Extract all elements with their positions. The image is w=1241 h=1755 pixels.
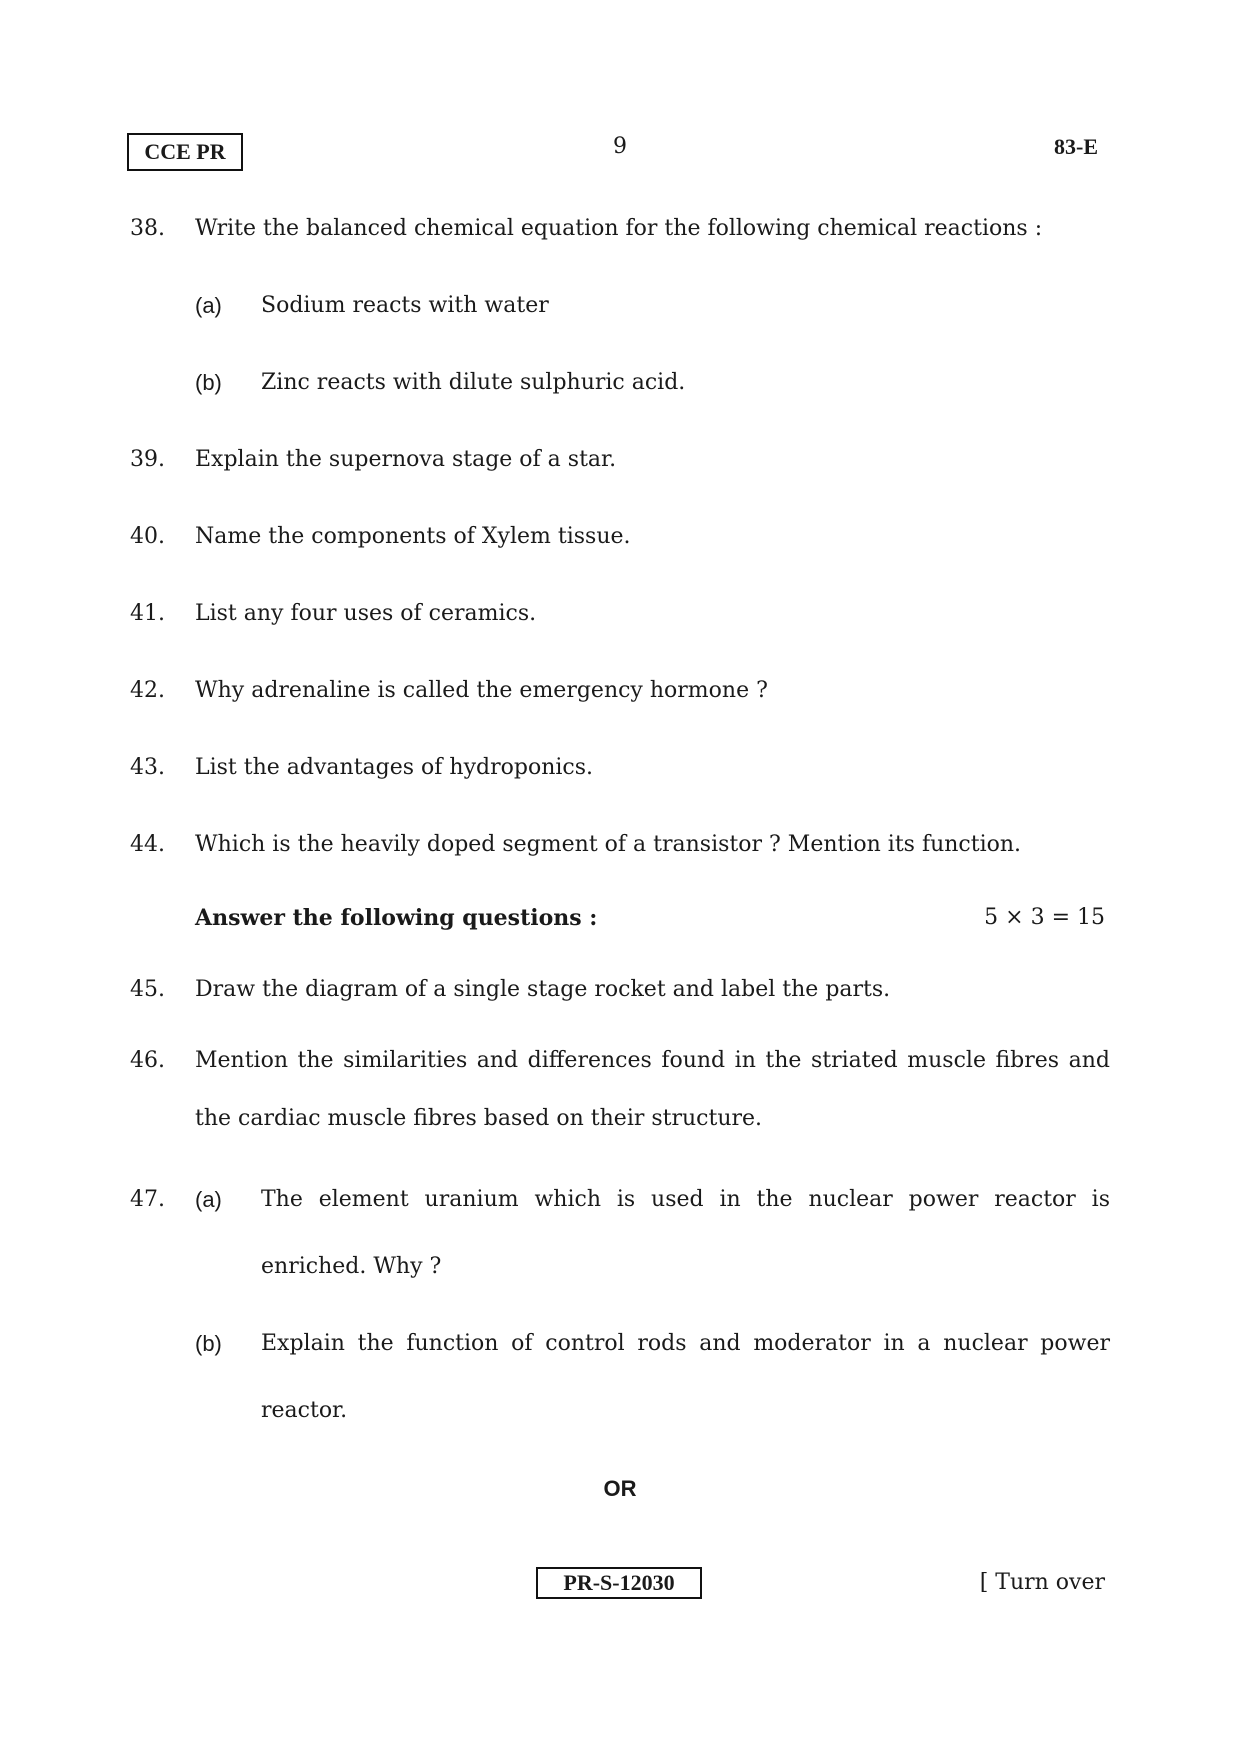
paper-code-box: CCE PR: [127, 133, 243, 171]
page-number: 9: [613, 134, 627, 159]
turn-over-note: [ Turn over: [979, 1570, 1105, 1595]
question-text: Mention the similarities and differences found in the striated muscle fibres and: [195, 1048, 1110, 1073]
sub-part-label: (a): [195, 293, 222, 318]
question-text: Why adrenaline is called the emergency hormone ?: [195, 678, 768, 703]
question-number: 38.: [130, 216, 165, 241]
sub-part-label: (b): [195, 1331, 222, 1356]
question-text: Explain the supernova stage of a star.: [195, 447, 617, 472]
question-number: 40.: [130, 524, 165, 549]
question-text: Name the components of Xylem tissue.: [195, 524, 631, 549]
question-number: 39.: [130, 447, 165, 472]
sub-part-label: (b): [195, 370, 222, 395]
sub-part-text: Explain the function of control rods and moderator in a nuclear power: [261, 1331, 1110, 1356]
question-number: 46.: [130, 1048, 165, 1073]
section-heading: Answer the following questions :: [195, 905, 598, 931]
footer-code-box: PR-S-12030: [536, 1567, 702, 1599]
sub-part-label: (a): [195, 1187, 222, 1212]
sub-part-text: Sodium reacts with water: [261, 293, 549, 318]
section-marks: 5 × 3 = 15: [984, 905, 1105, 930]
question-number: 43.: [130, 755, 165, 780]
question-number: 47.: [130, 1187, 165, 1212]
question-number: 41.: [130, 601, 165, 626]
question-text: List any four uses of ceramics.: [195, 601, 537, 626]
sub-part-text-continued: reactor.: [261, 1398, 348, 1423]
sub-part-text-continued: enriched. Why ?: [261, 1254, 442, 1279]
question-number: 44.: [130, 832, 165, 857]
question-paper-code: 83-E: [1054, 134, 1098, 159]
question-text: Write the balanced chemical equation for the following chemical reactions :: [195, 216, 1043, 241]
question-text-continued: the cardiac muscle fibres based on their structure.: [195, 1106, 763, 1131]
sub-part-text: Zinc reacts with dilute sulphuric acid.: [261, 370, 686, 395]
or-divider: OR: [603, 1476, 637, 1501]
question-number: 45.: [130, 977, 165, 1002]
question-text: List the advantages of hydroponics.: [195, 755, 594, 780]
question-text: Draw the diagram of a single stage rocket and label the parts.: [195, 977, 891, 1002]
question-number: 42.: [130, 678, 165, 703]
question-text: Which is the heavily doped segment of a transistor ? Mention its function.: [195, 832, 1022, 857]
sub-part-text: The element uranium which is used in the nuclear power reactor is: [261, 1187, 1110, 1212]
